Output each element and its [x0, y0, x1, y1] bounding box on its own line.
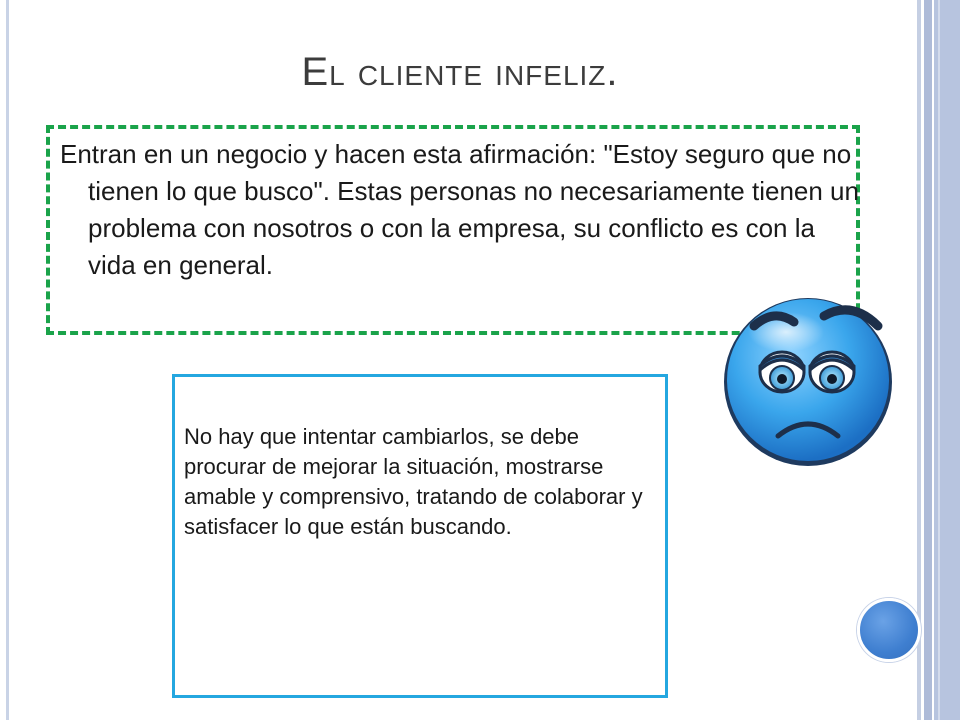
- left-border-decoration: [6, 0, 9, 720]
- slide-title: El cliente infeliz.: [301, 50, 619, 94]
- right-bar-decoration: [924, 0, 932, 720]
- advice-text: No hay que intentar cambiarlos, se debe procurar de mejorar la situación, mostrarse amable y comprensivo, tratando de colaborar y satisfacer lo que están buscando.: [184, 424, 643, 539]
- right-bar-decoration: [917, 0, 921, 720]
- right-bar-decoration: [938, 0, 940, 720]
- main-text: Entran en un negocio y hacen esta afirmación: "Estoy seguro que no tienen lo que busco". Estas personas no necesariamente tienen un problema con nosotros o con la empresa, su conflicto es con la vida en general.: [60, 139, 859, 280]
- sad-face-icon: [716, 286, 900, 470]
- circle-icon: [857, 598, 921, 662]
